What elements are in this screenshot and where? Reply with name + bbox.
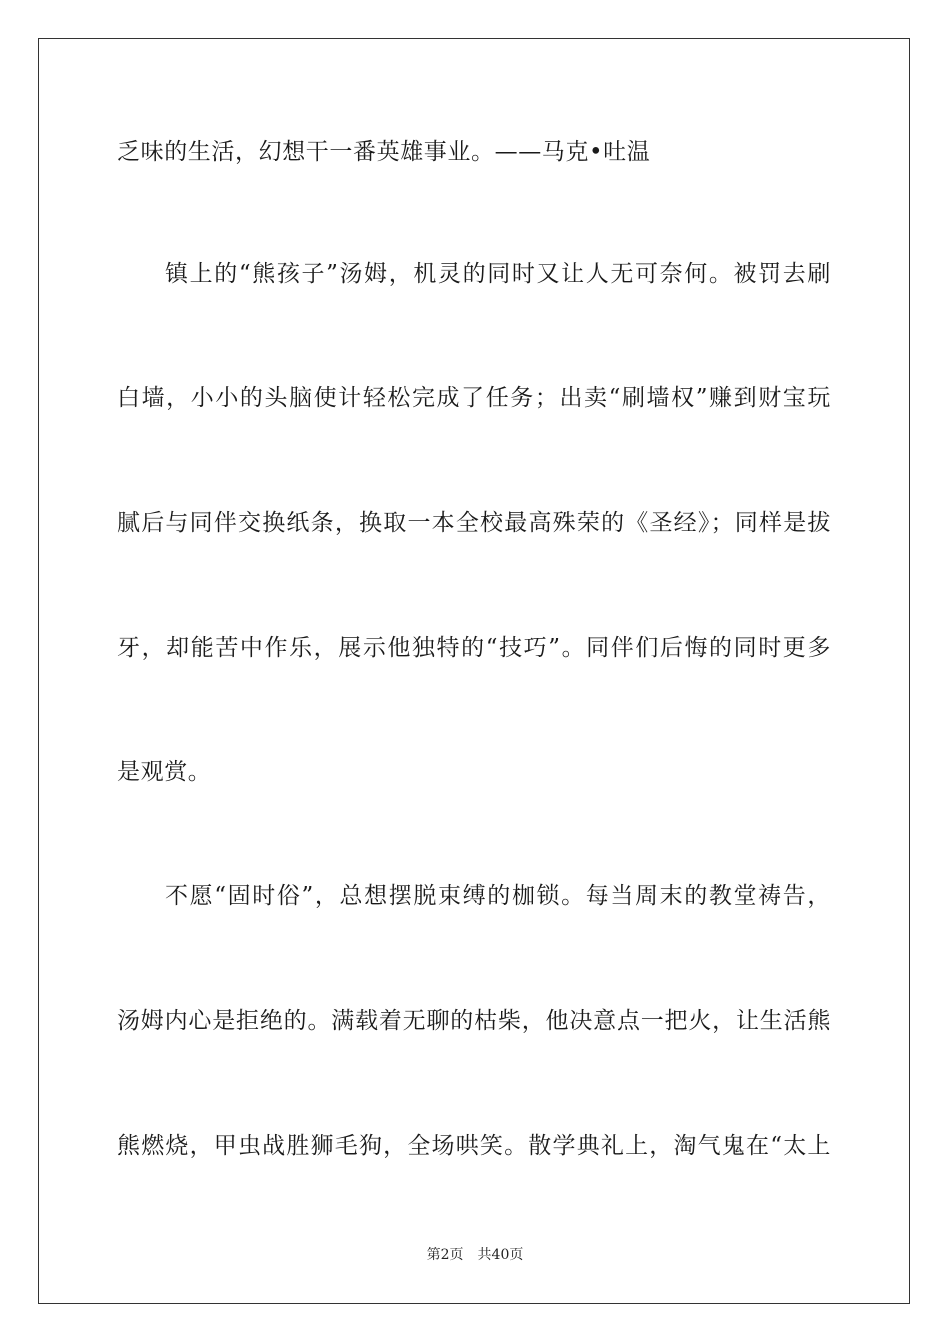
text-line-6: 是观赏。	[117, 759, 212, 785]
text-line-3: 白墙，小小的头脑使计轻松完成了任务；出卖“刷墙权”赚到财宝玩	[117, 385, 831, 411]
page-total: 共40页	[477, 1247, 524, 1263]
text-line-4: 腻后与同伴交换纸条，换取一本全校最高殊荣的《圣经》；同样是拔	[117, 510, 831, 536]
text-line-1: 乏味的生活，幻想干一番英雄事业。——马克•吐温	[117, 139, 651, 165]
page-number: 第2页	[426, 1247, 464, 1263]
text-line-2: 镇上的“熊孩子”汤姆，机灵的同时又让人无可奈何。被罚去刷	[165, 261, 831, 287]
text-line-9: 熊燃烧，甲虫战胜狮毛狗，全场哄笑。散学典礼上，淘气鬼在“太上	[117, 1133, 831, 1159]
text-line-8: 汤姆内心是拒绝的。满载着无聊的枯柴，他决意点一把火，让生活熊	[117, 1008, 831, 1034]
text-line-5: 牙，却能苦中作乐，展示他独特的“技巧”。同伴们后悔的同时更多	[117, 635, 831, 661]
page-footer	[0, 1244, 950, 1264]
text-line-7: 不愿“固时俗”，总想摆脱束缚的枷锁。每当周末的教堂祷告，	[165, 883, 831, 909]
page-border	[38, 38, 910, 1304]
